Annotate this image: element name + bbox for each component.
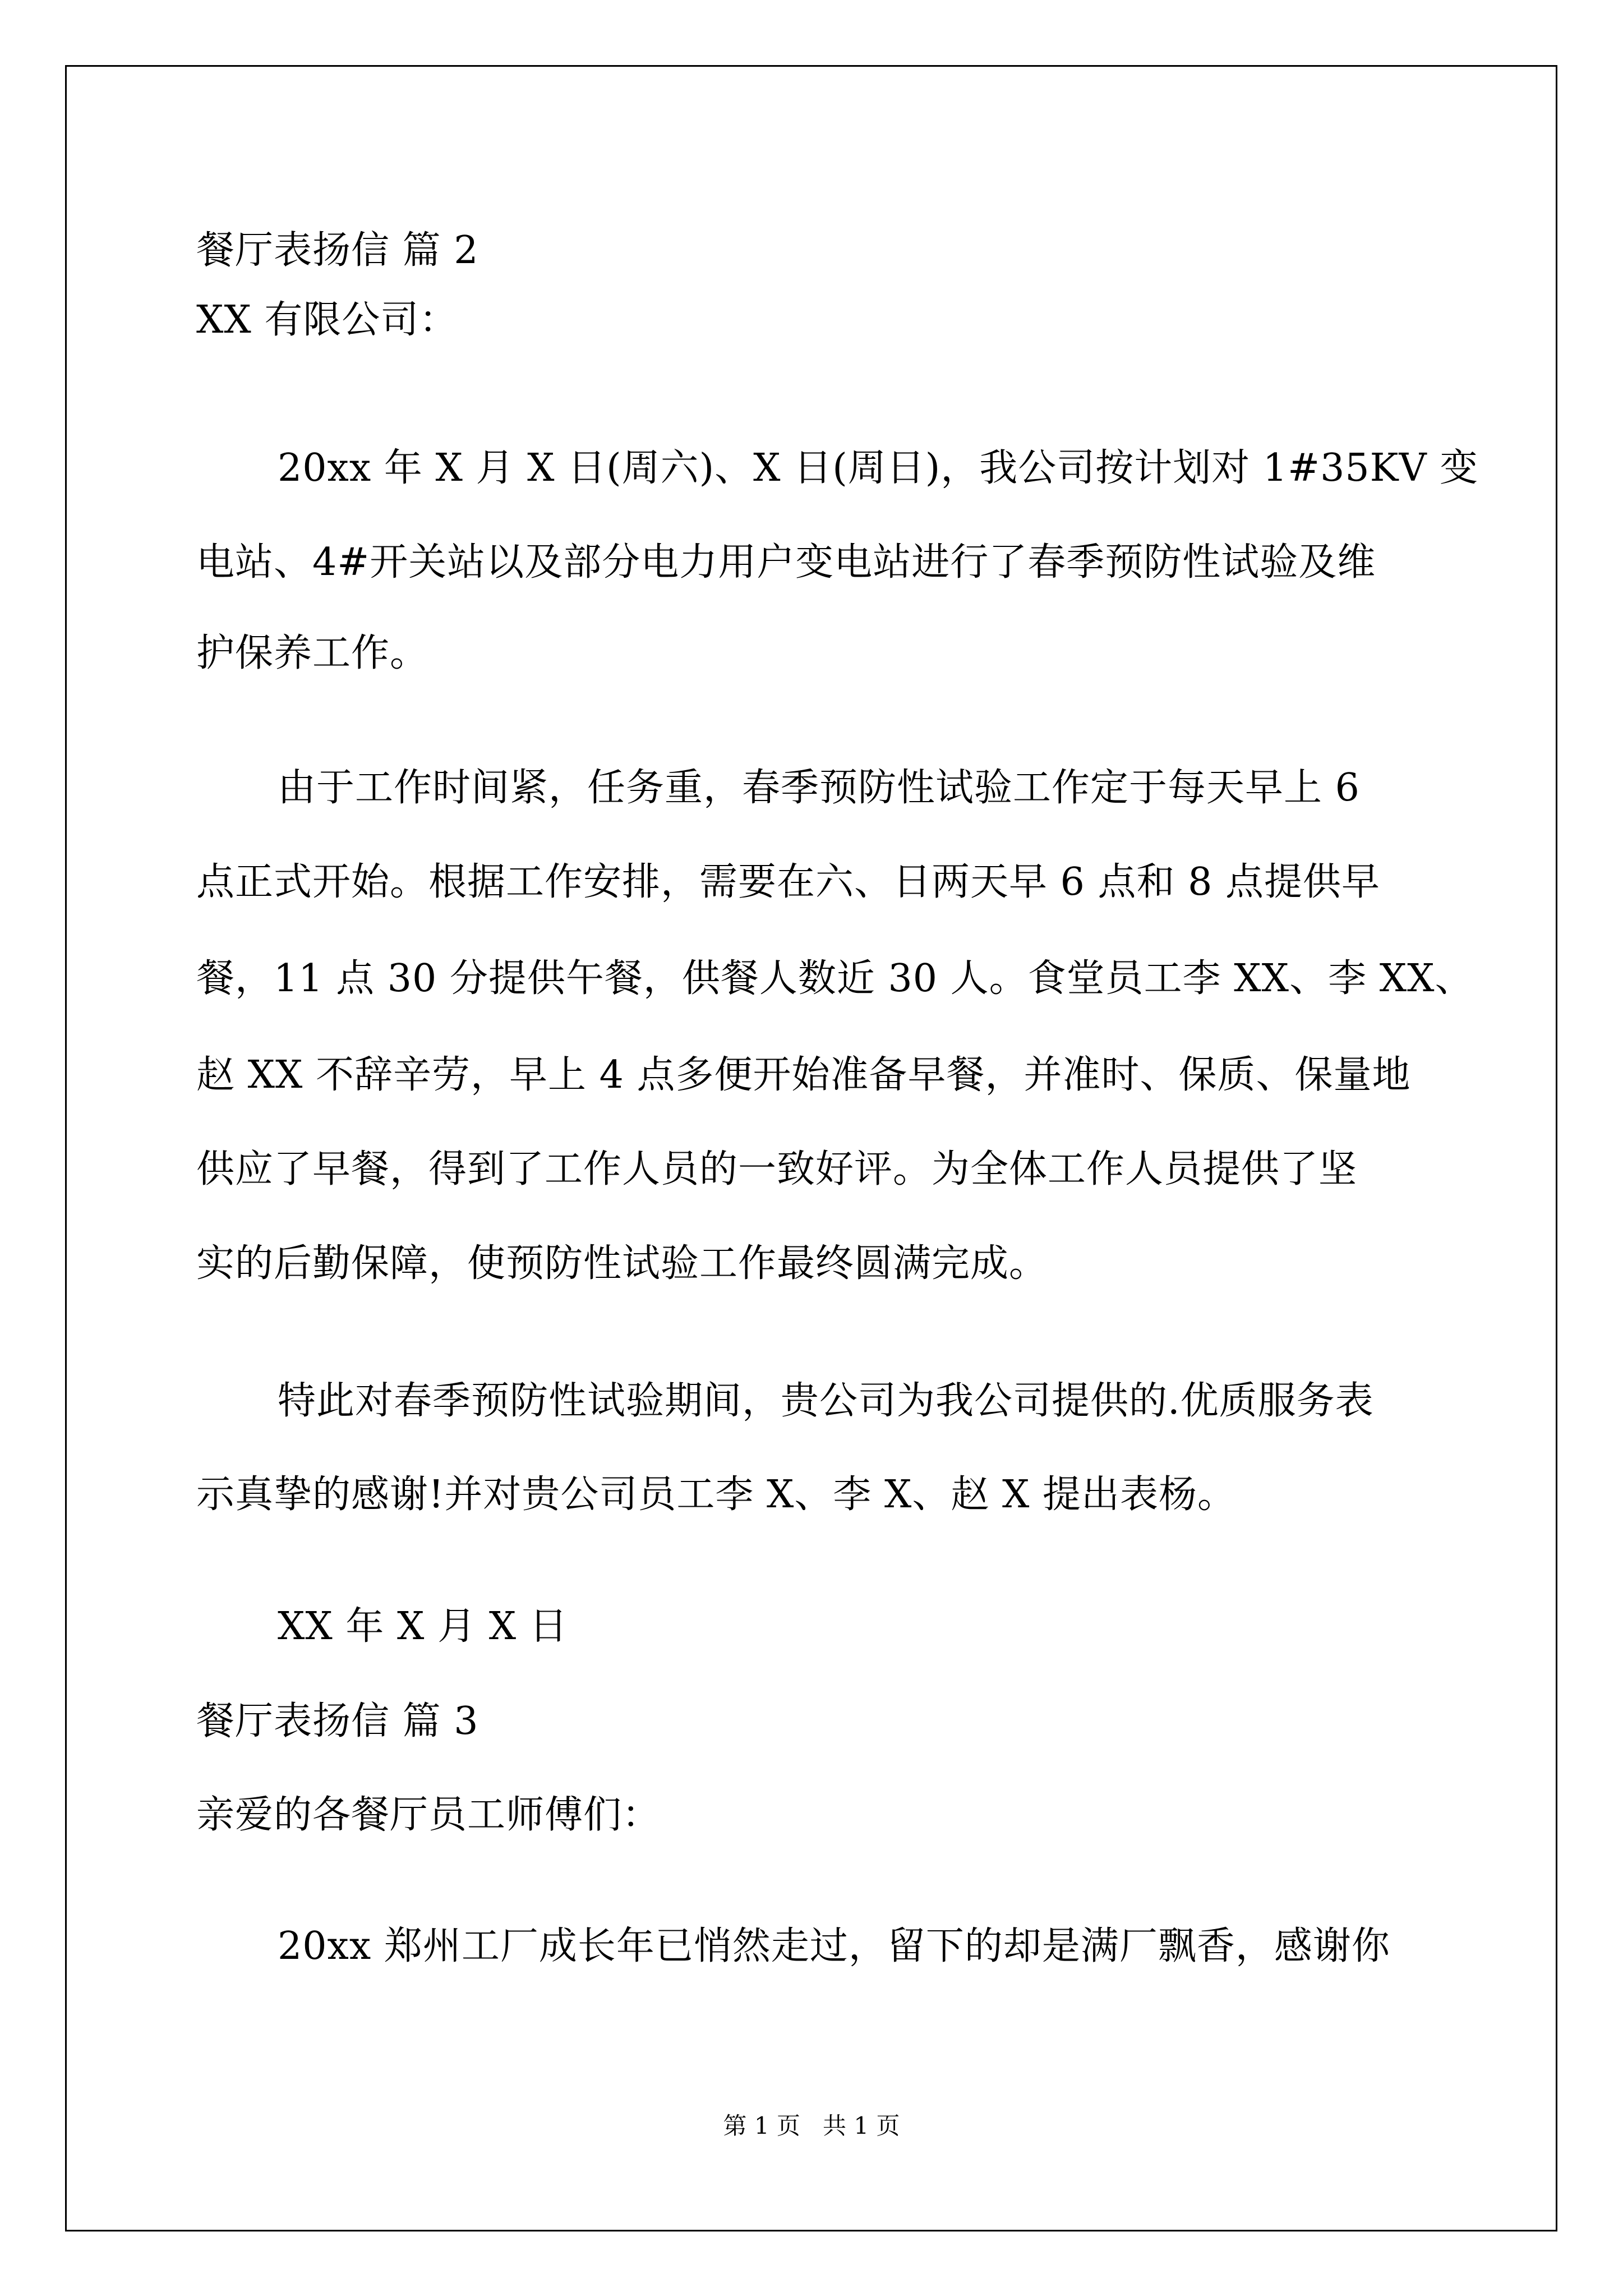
body-line: 电站、4#开关站以及部分电力用户变电站进行了春季预防性试验及维 — [196, 540, 1376, 585]
section-heading-3: 餐厅表扬信 篇 3 — [196, 1699, 479, 1743]
salutation: 亲爱的各餐厅员工师傅们： — [196, 1793, 661, 1837]
body-line: 餐，11 点 30 分提供午餐，供餐人数近 30 人。食堂员工李 XX、李 XX、 — [196, 956, 1474, 1001]
body-line: 供应了早餐，得到了工作人员的一致好评。为全体工作人员提供了坚 — [196, 1147, 1358, 1191]
body-line: 点正式开始。根据工作安排，需要在六、日两天早 6 点和 8 点提供早 — [196, 860, 1380, 904]
body-line: 特此对春季预防性试验期间，贵公司为我公司提供的.优质服务表 — [278, 1379, 1374, 1423]
body-line: 20xx 年 X 月 X 日(周六)、X 日(周日)，我公司按计划对 1#35KV 变 — [278, 446, 1479, 490]
salutation: XX 有限公司： — [196, 298, 458, 342]
body-line: 示真挚的感谢!并对贵公司员工李 X、李 X、赵 X 提出表杨。 — [196, 1473, 1237, 1517]
section-heading-2: 餐厅表扬信 篇 2 — [196, 228, 479, 273]
body-line: 赵 XX 不辞辛劳，早上 4 点多便开始准备早餐，并准时、保质、保量地 — [196, 1053, 1411, 1097]
page-number: 第 1 页 共 1 页 — [723, 2112, 900, 2139]
body-line: 实的后勤保障，使预防性试验工作最终圆满完成。 — [196, 1241, 1048, 1286]
date-line: XX 年 X 月 X 日 — [278, 1604, 568, 1649]
body-line: 20xx 郑州工厂成长年已悄然走过，留下的却是满厂飘香，感谢你 — [278, 1924, 1390, 1968]
body-line: 由于工作时间紧，任务重，春季预防性试验工作定于每天早上 6 — [278, 766, 1360, 810]
body-line: 护保养工作。 — [196, 631, 429, 675]
